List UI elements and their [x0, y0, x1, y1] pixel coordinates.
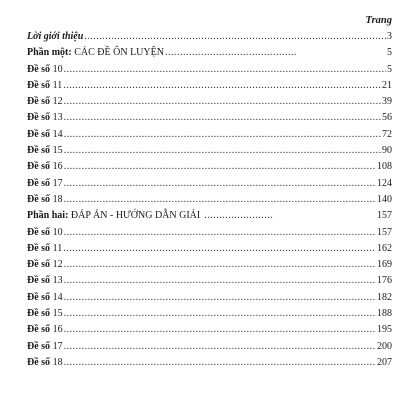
part-two-page: 157 [377, 210, 392, 222]
toc-entry [27, 159, 392, 175]
dot-leader [204, 208, 274, 224]
entry-title [27, 306, 63, 322]
toc-entry [27, 62, 392, 78]
dot-leader [64, 290, 376, 306]
entry-page: 162 [377, 242, 392, 254]
part-one-list [27, 62, 392, 209]
entry-page: 90 [382, 145, 392, 157]
entry-label: Đề số [27, 112, 51, 124]
entry-number: 14 [52, 291, 63, 303]
entry-label: Đề số [27, 259, 51, 271]
entry-title [27, 273, 63, 289]
entry-title [27, 78, 62, 94]
entry-page: 182 [377, 291, 392, 303]
page-column-header: Trang [365, 15, 392, 26]
toc-rows [27, 29, 392, 371]
toc-entry [27, 339, 392, 355]
entry-title [27, 241, 62, 257]
dot-leader [64, 176, 376, 192]
entry-title [27, 110, 63, 126]
entry-label: Đề số [27, 291, 51, 303]
entry-title [27, 225, 63, 241]
entry-page: 188 [377, 308, 392, 320]
entry-number: 12 [52, 259, 63, 271]
entry-number: 12 [52, 96, 63, 108]
dot-leader [64, 159, 376, 175]
entry-page: 169 [377, 259, 392, 271]
entry-title [27, 94, 63, 110]
part-two-heading [27, 208, 200, 224]
entry-label: Đề số [27, 145, 51, 157]
entry-number: 17 [52, 177, 63, 189]
part-one-prefix: Phần một: [27, 47, 72, 59]
part-two-list [27, 225, 392, 372]
toc-entry [27, 322, 392, 338]
part-one-page: 5 [387, 47, 392, 59]
dot-leader [63, 78, 381, 94]
entry-page: 176 [377, 275, 392, 287]
entry-number: 16 [52, 324, 63, 336]
toc-entry [27, 355, 392, 371]
toc-entry [27, 94, 392, 110]
entry-title [27, 127, 63, 143]
toc-entry [27, 176, 392, 192]
dot-leader [64, 339, 376, 355]
entry-label: Đề số [27, 275, 51, 287]
intro-page: 3 [387, 31, 392, 42]
dot-leader [64, 143, 381, 159]
entry-title [27, 257, 63, 273]
entry-label: Đề số [27, 128, 51, 140]
entry-number: 16 [52, 161, 63, 173]
entry-number: 10 [52, 226, 63, 238]
entry-page: 207 [377, 356, 392, 368]
entry-title [27, 143, 63, 159]
dot-leader [84, 29, 386, 45]
entry-number: 13 [52, 112, 63, 124]
entry-page: 56 [382, 112, 392, 124]
part-two-title: ĐÁP ÁN - HƯỚNG DẪN GIẢI [70, 210, 201, 222]
toc-entry [27, 257, 392, 273]
toc-entry [27, 143, 392, 159]
part-one-title: CÁC ĐỀ ÔN LUYỆN [74, 47, 164, 59]
entry-label: Đề số [27, 308, 51, 320]
entry-title [27, 62, 63, 78]
dot-leader [64, 306, 376, 322]
entry-number: 17 [52, 340, 63, 352]
entry-label: Đề số [27, 177, 51, 189]
entry-page: 200 [377, 340, 392, 352]
entry-number: 14 [52, 128, 63, 140]
toc-entry [27, 127, 392, 143]
entry-number: 18 [52, 356, 63, 368]
dot-leader [64, 355, 376, 371]
entry-page: 72 [382, 128, 392, 140]
entry-page: 195 [377, 324, 392, 336]
dot-leader [63, 241, 376, 257]
entry-label: Đề số [27, 356, 51, 368]
entry-page: 5 [387, 63, 392, 75]
dot-leader [165, 45, 297, 61]
toc-row-intro [27, 29, 392, 45]
entry-number: 10 [52, 63, 63, 75]
entry-label: Đề số [27, 242, 51, 254]
entry-label: Đề số [27, 96, 51, 108]
entry-title [27, 322, 63, 338]
entry-title [27, 192, 63, 208]
part-one-heading [27, 45, 164, 61]
entry-title [27, 159, 63, 175]
entry-number: 11 [52, 79, 63, 91]
entry-page: 157 [377, 226, 392, 238]
entry-label: Đề số [27, 161, 51, 173]
dot-leader [64, 62, 386, 78]
entry-title [27, 290, 63, 306]
toc-entry [27, 110, 392, 126]
toc-entry [27, 78, 392, 94]
entry-label: Đề số [27, 193, 51, 205]
dot-leader [64, 225, 376, 241]
entry-label: Đề số [27, 79, 51, 91]
entry-title [27, 176, 63, 192]
entry-page: 124 [377, 177, 392, 189]
dot-leader [64, 110, 381, 126]
entry-number: 13 [52, 275, 63, 287]
toc-entry [27, 241, 392, 257]
entry-number: 18 [52, 193, 63, 205]
dot-leader [64, 322, 376, 338]
intro-title: Lời giới thiệu [27, 31, 84, 42]
entry-label: Đề số [27, 324, 51, 336]
dot-leader [64, 273, 376, 289]
part-two-prefix: Phần hai: [27, 210, 69, 222]
entry-label: Đề số [27, 340, 51, 352]
entry-page: 39 [382, 96, 392, 108]
dot-leader [64, 127, 381, 143]
entry-label: Đề số [27, 63, 51, 75]
toc-entry [27, 273, 392, 289]
dot-leader [64, 94, 381, 110]
toc-row-part-one [27, 45, 392, 61]
entry-number: 11 [52, 242, 63, 254]
entry-title [27, 355, 63, 371]
entry-number: 15 [52, 145, 63, 157]
dot-leader [64, 257, 376, 273]
entry-page: 21 [382, 79, 392, 91]
toc-entry [27, 290, 392, 306]
entry-page: 108 [377, 161, 392, 173]
entry-title [27, 339, 63, 355]
dot-leader [64, 192, 376, 208]
entry-page: 140 [377, 193, 392, 205]
entry-number: 15 [52, 308, 63, 320]
toc-entry [27, 225, 392, 241]
toc-entry [27, 306, 392, 322]
entry-label: Đề số [27, 226, 51, 238]
toc-entry [27, 192, 392, 208]
toc-row-part-two [27, 208, 392, 224]
